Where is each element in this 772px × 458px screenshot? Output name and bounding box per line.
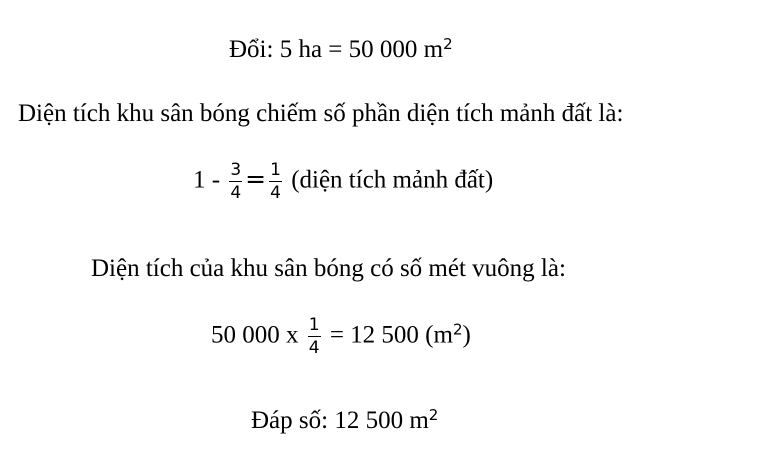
step1-tail: (diện tích mảnh đất) xyxy=(291,166,494,194)
answer-line xyxy=(251,405,439,434)
conversion-label: Đổi: xyxy=(229,36,274,63)
fraction-denominator: 4 xyxy=(308,338,320,358)
fraction-numerator: 3 xyxy=(230,160,242,180)
conversion-line xyxy=(229,34,453,63)
conversion-value: 5 ha = 50 000 m xyxy=(279,36,444,63)
fraction-denominator: 4 xyxy=(230,183,242,203)
equals-sign: = xyxy=(245,164,267,194)
step1-lead: 1 - xyxy=(193,166,221,194)
fraction-three-quarters xyxy=(229,162,242,202)
answer-exponent: 2 xyxy=(428,405,439,424)
step2-calculation xyxy=(211,317,471,357)
answer-label: Đáp số: xyxy=(251,407,329,434)
step1-calculation xyxy=(193,162,493,202)
fraction-numerator: 1 xyxy=(270,160,281,180)
answer-value: 12 500 m xyxy=(334,407,429,434)
step1-statement: Diện tích khu sân bóng chiếm số phần diện tích mảnh đất là: xyxy=(18,100,624,127)
step2-close: ) xyxy=(462,321,471,349)
step2-result: = 12 500 (m xyxy=(329,321,453,349)
step2-statement: Diện tích của khu sân bóng có số mét vuông là: xyxy=(91,255,566,282)
fraction-numerator: 1 xyxy=(308,315,320,335)
fraction-one-quarter xyxy=(308,317,321,357)
step2-lead: 50 000 x xyxy=(211,321,299,349)
conversion-exponent: 2 xyxy=(443,34,453,53)
fraction-one-quarter xyxy=(269,162,282,202)
fraction-denominator: 4 xyxy=(270,183,281,203)
step2-exponent: 2 xyxy=(452,320,463,339)
